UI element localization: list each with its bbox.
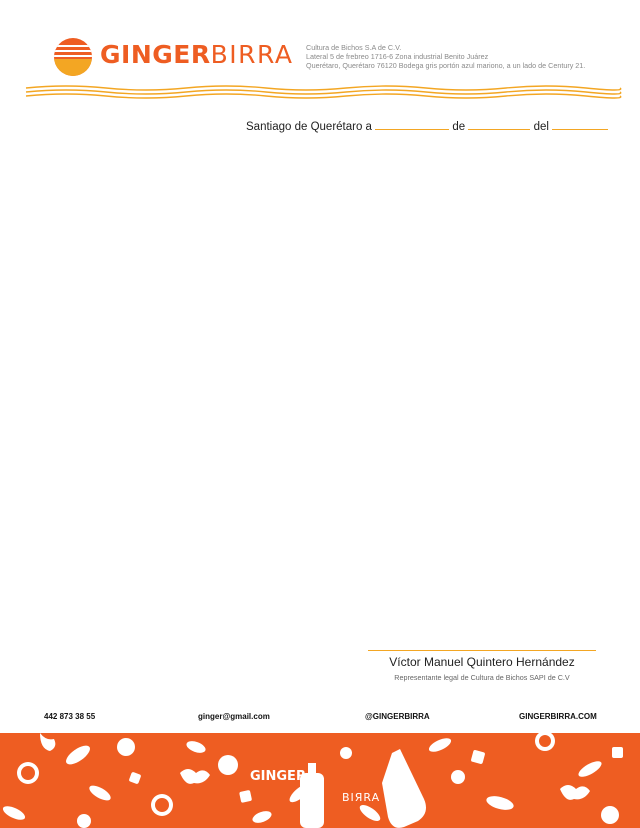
dateline-de: de [452, 121, 466, 133]
phone-number: 442 873 38 55 [44, 712, 96, 721]
footer-contacts [0, 712, 640, 724]
address-line: Querétaro, Querétaro 76120 Bodega gris portón azul mariono, a un lado de Century 21. [306, 61, 586, 70]
dateline-del: del [533, 121, 549, 133]
address-line: Lateral 5 de frebreo 1716-6 Zona industrial Benito Juárez [306, 52, 489, 61]
dateline-prefix: Santiago de Querétaro a [246, 121, 372, 133]
month-blank [468, 118, 530, 130]
pattern-icons [0, 733, 640, 828]
brand-part-ginger: GINGER [100, 40, 211, 69]
brand-part-birra: BIRRA [210, 40, 294, 69]
email-address: ginger@gmail.com [198, 712, 270, 721]
day-blank [375, 118, 449, 130]
address-line: Cultura de Bichos S.A de C.V. [306, 43, 402, 52]
brand-wordmark [100, 40, 293, 69]
band-word-birra: BIЯRA [342, 791, 381, 804]
social-handle: @GINGERBIRRA [365, 712, 430, 721]
decorative-pattern-band [0, 733, 640, 828]
signatory-role: Representante legal de Cultura de Bichos SAPI de C.V [394, 673, 570, 682]
wave-divider [0, 84, 640, 100]
website-url: GINGERBIRRA.COM [519, 712, 597, 721]
signatory-name: Víctor Manuel Quintero Hernández [389, 655, 575, 669]
date-line [246, 118, 608, 133]
company-address [306, 43, 616, 70]
sun-icon [54, 38, 92, 76]
band-word-ginger: GINGER [250, 769, 306, 784]
year-blank [552, 118, 608, 130]
signature-line [368, 650, 596, 651]
